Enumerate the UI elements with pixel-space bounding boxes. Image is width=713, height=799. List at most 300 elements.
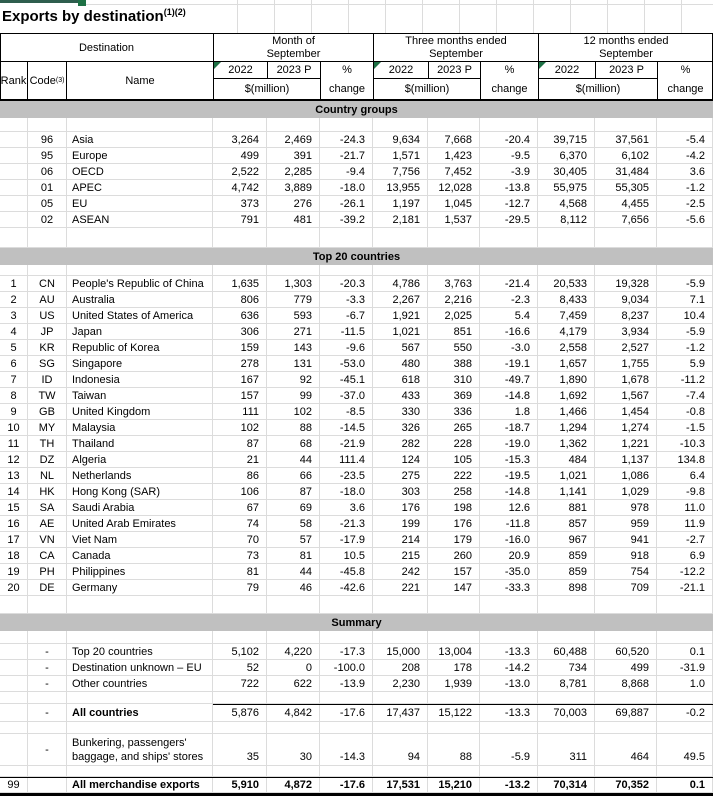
value-cell[interactable]: 4,742 [213,180,267,196]
value-cell[interactable]: 9,634 [373,132,428,148]
rank-cell[interactable]: 11 [0,436,28,452]
value-cell[interactable]: -39.2 [320,212,373,228]
value-cell[interactable]: 57 [267,532,320,548]
value-cell[interactable]: -35.0 [480,564,538,580]
value-cell[interactable]: 859 [538,564,595,580]
value-cell[interactable]: 1,571 [373,148,428,164]
value-cell[interactable]: 282 [373,436,428,452]
value-cell[interactable]: -14.3 [320,734,373,766]
code-cell[interactable]: VN [28,532,67,548]
rank-cell[interactable]: 13 [0,468,28,484]
value-cell[interactable]: -18.0 [320,484,373,500]
code-cell[interactable]: - [28,704,67,722]
value-cell[interactable]: 70,352 [595,777,657,793]
header-name[interactable]: Name [125,74,155,87]
code-cell[interactable]: SG [28,356,67,372]
value-cell[interactable]: 222 [428,468,480,484]
value-cell[interactable]: 1,197 [373,196,428,212]
value-cell[interactable]: 111 [213,404,267,420]
value-cell[interactable]: 481 [267,212,320,228]
value-cell[interactable]: 73 [213,548,267,564]
code-cell[interactable]: 95 [28,148,67,164]
value-cell[interactable]: 8,868 [595,676,657,692]
value-cell[interactable]: 13,955 [373,180,428,196]
value-cell[interactable]: 67 [213,500,267,516]
value-cell[interactable]: 49.5 [657,734,713,766]
code-cell[interactable]: ID [28,372,67,388]
value-cell[interactable]: -10.3 [657,436,713,452]
value-cell[interactable]: -3.9 [480,164,538,180]
value-cell[interactable]: 5,876 [213,704,267,722]
rank-cell[interactable] [0,734,28,766]
value-cell[interactable]: 143 [267,340,320,356]
value-cell[interactable]: -21.9 [320,436,373,452]
value-cell[interactable]: 941 [595,532,657,548]
value-cell[interactable]: 1,221 [595,436,657,452]
name-cell[interactable]: Hong Kong (SAR) [67,484,213,500]
value-cell[interactable]: 44 [267,564,320,580]
value-cell[interactable]: 147 [428,580,480,596]
code-cell[interactable]: NL [28,468,67,484]
value-cell[interactable]: 806 [213,292,267,308]
value-cell[interactable]: 1.8 [480,404,538,420]
value-cell[interactable]: 754 [595,564,657,580]
value-cell[interactable]: 276 [267,196,320,212]
rank-cell[interactable]: 14 [0,484,28,500]
value-cell[interactable]: 779 [267,292,320,308]
value-cell[interactable]: -14.2 [480,660,538,676]
value-cell[interactable]: -9.6 [320,340,373,356]
code-cell[interactable]: TH [28,436,67,452]
value-cell[interactable]: 1,567 [595,388,657,404]
value-cell[interactable]: 12,028 [428,180,480,196]
rank-cell[interactable] [0,180,28,196]
value-cell[interactable]: -4.2 [657,148,713,164]
name-cell[interactable]: Malaysia [67,420,213,436]
name-cell[interactable]: Asia [67,132,213,148]
value-cell[interactable]: 336 [428,404,480,420]
header-period-threemonths[interactable] [373,34,538,62]
value-cell[interactable]: 388 [428,356,480,372]
value-cell[interactable]: 88 [267,420,320,436]
value-cell[interactable]: 105 [428,452,480,468]
name-cell[interactable]: ASEAN [67,212,213,228]
value-cell[interactable]: -53.0 [320,356,373,372]
code-cell[interactable]: 96 [28,132,67,148]
value-cell[interactable]: 1,021 [373,324,428,340]
value-cell[interactable]: -6.7 [320,308,373,324]
value-cell[interactable]: 258 [428,484,480,500]
value-cell[interactable]: -45.1 [320,372,373,388]
value-cell[interactable]: -21.1 [657,580,713,596]
value-cell[interactable]: 326 [373,420,428,436]
header-period-twelvemonths[interactable] [538,34,713,62]
rank-cell[interactable]: 3 [0,308,28,324]
value-cell[interactable]: 87 [213,436,267,452]
value-cell[interactable]: 734 [538,660,595,676]
value-cell[interactable]: -37.0 [320,388,373,404]
value-cell[interactable]: -33.3 [480,580,538,596]
code-cell[interactable]: JP [28,324,67,340]
value-cell[interactable]: 1,454 [595,404,657,420]
header-year-2022[interactable] [373,62,428,78]
value-cell[interactable]: -11.2 [657,372,713,388]
value-cell[interactable]: 79 [213,580,267,596]
header-million[interactable]: $(million) [373,78,480,99]
value-cell[interactable]: -19.5 [480,468,538,484]
value-cell[interactable]: 30 [267,734,320,766]
value-cell[interactable]: 369 [428,388,480,404]
value-cell[interactable]: 6,370 [538,148,595,164]
value-cell[interactable]: 4,455 [595,196,657,212]
value-cell[interactable]: 1,692 [538,388,595,404]
value-cell[interactable]: -3.3 [320,292,373,308]
rank-cell[interactable] [0,196,28,212]
code-cell[interactable]: - [28,660,67,676]
value-cell[interactable]: 68 [267,436,320,452]
rank-cell[interactable] [0,644,28,660]
value-cell[interactable]: 37,561 [595,132,657,148]
code-cell[interactable]: CA [28,548,67,564]
value-cell[interactable]: 2,527 [595,340,657,356]
value-cell[interactable]: 4,786 [373,276,428,292]
rank-cell[interactable] [0,148,28,164]
header-period-month[interactable] [213,34,373,62]
value-cell[interactable]: 373 [213,196,267,212]
name-cell[interactable]: Saudi Arabia [67,500,213,516]
code-cell[interactable]: KR [28,340,67,356]
name-cell[interactable]: Canada [67,548,213,564]
name-cell[interactable]: Japan [67,324,213,340]
value-cell[interactable]: 1,939 [428,676,480,692]
value-cell[interactable]: 2,230 [373,676,428,692]
value-cell[interactable]: 550 [428,340,480,356]
header-year-2023p[interactable]: 2023 P [267,62,320,78]
name-cell[interactable]: Netherlands [67,468,213,484]
value-cell[interactable]: -14.5 [320,420,373,436]
value-cell[interactable]: -9.4 [320,164,373,180]
value-cell[interactable]: -17.3 [320,644,373,660]
value-cell[interactable]: 1.0 [657,676,713,692]
value-cell[interactable]: 4,842 [267,704,320,722]
value-cell[interactable]: -19.0 [480,436,538,452]
value-cell[interactable]: 0 [267,660,320,676]
value-cell[interactable]: -17.6 [320,704,373,722]
value-cell[interactable]: 214 [373,532,428,548]
value-cell[interactable]: 1,921 [373,308,428,324]
value-cell[interactable]: 66 [267,468,320,484]
value-cell[interactable]: 2,469 [267,132,320,148]
rank-cell[interactable]: 15 [0,500,28,516]
value-cell[interactable]: -31.9 [657,660,713,676]
rank-cell[interactable] [0,660,28,676]
value-cell[interactable]: -21.3 [320,516,373,532]
value-cell[interactable]: 967 [538,532,595,548]
value-cell[interactable]: 271 [267,324,320,340]
header-million[interactable]: $(million) [213,78,320,99]
value-cell[interactable]: 4,568 [538,196,595,212]
code-cell[interactable]: - [28,644,67,660]
value-cell[interactable]: 8,112 [538,212,595,228]
value-cell[interactable]: 10.5 [320,548,373,564]
rank-cell[interactable]: 6 [0,356,28,372]
value-cell[interactable]: 7.1 [657,292,713,308]
value-cell[interactable]: -100.0 [320,660,373,676]
value-cell[interactable]: -21.4 [480,276,538,292]
value-cell[interactable]: 86 [213,468,267,484]
value-cell[interactable]: 159 [213,340,267,356]
rank-cell[interactable] [0,676,28,692]
value-cell[interactable]: 88 [428,734,480,766]
value-cell[interactable]: 3,934 [595,324,657,340]
name-cell[interactable]: Algeria [67,452,213,468]
value-cell[interactable]: 433 [373,388,428,404]
header-year-2022[interactable] [538,62,595,78]
value-cell[interactable]: 46 [267,580,320,596]
value-cell[interactable]: 978 [595,500,657,516]
value-cell[interactable]: -1.5 [657,420,713,436]
value-cell[interactable]: 21 [213,452,267,468]
value-cell[interactable]: 499 [213,148,267,164]
value-cell[interactable]: -15.3 [480,452,538,468]
value-cell[interactable]: -45.8 [320,564,373,580]
name-cell[interactable]: Top 20 countries [67,644,213,660]
value-cell[interactable]: 111.4 [320,452,373,468]
name-cell[interactable]: Indonesia [67,372,213,388]
header-destination[interactable]: Destination [0,34,213,62]
value-cell[interactable]: 1,045 [428,196,480,212]
value-cell[interactable]: 260 [428,548,480,564]
value-cell[interactable]: -49.7 [480,372,538,388]
name-cell[interactable]: APEC [67,180,213,196]
value-cell[interactable]: 2,285 [267,164,320,180]
value-cell[interactable]: 31,484 [595,164,657,180]
name-cell[interactable]: Destination unknown – EU [67,660,213,676]
value-cell[interactable]: 20.9 [480,548,538,564]
value-cell[interactable]: 1,890 [538,372,595,388]
value-cell[interactable]: -13.3 [480,704,538,722]
value-cell[interactable]: 70 [213,532,267,548]
value-cell[interactable]: 106 [213,484,267,500]
rank-cell[interactable]: 17 [0,532,28,548]
value-cell[interactable]: 81 [213,564,267,580]
value-cell[interactable]: 92 [267,372,320,388]
value-cell[interactable]: 1,274 [595,420,657,436]
value-cell[interactable]: 5.9 [657,356,713,372]
value-cell[interactable]: 81 [267,548,320,564]
header-code[interactable] [28,62,67,99]
code-cell[interactable]: CN [28,276,67,292]
value-cell[interactable]: -13.9 [320,676,373,692]
value-cell[interactable]: 134.8 [657,452,713,468]
value-cell[interactable]: -0.2 [657,704,713,722]
value-cell[interactable]: 58 [267,516,320,532]
value-cell[interactable]: 60,520 [595,644,657,660]
value-cell[interactable]: -18.7 [480,420,538,436]
name-cell[interactable]: United Arab Emirates [67,516,213,532]
rank-cell[interactable]: 99 [0,777,28,793]
code-cell[interactable]: PH [28,564,67,580]
name-cell[interactable]: Singapore [67,356,213,372]
value-cell[interactable]: -7.4 [657,388,713,404]
value-cell[interactable]: -16.6 [480,324,538,340]
value-cell[interactable]: 857 [538,516,595,532]
value-cell[interactable]: 1,294 [538,420,595,436]
value-cell[interactable]: 70,003 [538,704,595,722]
value-cell[interactable]: 1,137 [595,452,657,468]
rank-cell[interactable]: 9 [0,404,28,420]
value-cell[interactable]: 859 [538,548,595,564]
value-cell[interactable]: 176 [373,500,428,516]
value-cell[interactable]: 228 [428,436,480,452]
value-cell[interactable]: 480 [373,356,428,372]
value-cell[interactable]: 17,531 [373,777,428,793]
value-cell[interactable]: 1,141 [538,484,595,500]
value-cell[interactable]: 60,488 [538,644,595,660]
value-cell[interactable]: 851 [428,324,480,340]
header-year-2023p[interactable]: 2023 P [428,62,480,78]
value-cell[interactable]: -23.5 [320,468,373,484]
value-cell[interactable]: 1,303 [267,276,320,292]
section-band[interactable]: Country groups [0,101,713,118]
value-cell[interactable]: 593 [267,308,320,324]
value-cell[interactable]: 9,034 [595,292,657,308]
value-cell[interactable]: -26.1 [320,196,373,212]
value-cell[interactable]: -14.8 [480,484,538,500]
value-cell[interactable]: 1,423 [428,148,480,164]
value-cell[interactable]: 39,715 [538,132,595,148]
value-cell[interactable]: 1,466 [538,404,595,420]
value-cell[interactable]: 15,210 [428,777,480,793]
code-cell[interactable]: - [28,734,67,766]
value-cell[interactable]: 7,668 [428,132,480,148]
value-cell[interactable]: 8,433 [538,292,595,308]
value-cell[interactable]: 898 [538,580,595,596]
value-cell[interactable]: 74 [213,516,267,532]
value-cell[interactable]: 3,264 [213,132,267,148]
value-cell[interactable]: 722 [213,676,267,692]
name-cell[interactable]: United States of America [67,308,213,324]
value-cell[interactable]: 6,102 [595,148,657,164]
header-pct-change[interactable] [320,62,373,99]
name-cell[interactable]: All countries [67,704,213,722]
value-cell[interactable]: 15,122 [428,704,480,722]
value-cell[interactable]: 2,025 [428,308,480,324]
value-cell[interactable]: 215 [373,548,428,564]
code-cell[interactable]: - [28,676,67,692]
value-cell[interactable]: -24.3 [320,132,373,148]
value-cell[interactable]: 391 [267,148,320,164]
value-cell[interactable]: 0.1 [657,777,713,793]
value-cell[interactable]: 1,635 [213,276,267,292]
name-cell[interactable]: Viet Nam [67,532,213,548]
value-cell[interactable]: 44 [267,452,320,468]
value-cell[interactable]: 2,216 [428,292,480,308]
name-cell[interactable]: Europe [67,148,213,164]
value-cell[interactable]: 176 [428,516,480,532]
value-cell[interactable]: 5,102 [213,644,267,660]
value-cell[interactable]: 464 [595,734,657,766]
value-cell[interactable]: 311 [538,734,595,766]
value-cell[interactable]: -2.3 [480,292,538,308]
code-cell[interactable]: AE [28,516,67,532]
value-cell[interactable]: 1,021 [538,468,595,484]
value-cell[interactable]: 69 [267,500,320,516]
name-cell[interactable]: Philippines [67,564,213,580]
header-rank[interactable]: Rank [0,62,28,99]
rank-cell[interactable]: 4 [0,324,28,340]
value-cell[interactable]: 7,656 [595,212,657,228]
rank-cell[interactable] [0,132,28,148]
value-cell[interactable]: -9.8 [657,484,713,500]
value-cell[interactable]: -29.5 [480,212,538,228]
value-cell[interactable]: -5.9 [480,734,538,766]
value-cell[interactable]: 7,452 [428,164,480,180]
code-cell[interactable]: DZ [28,452,67,468]
value-cell[interactable]: 1,362 [538,436,595,452]
value-cell[interactable]: -13.3 [480,644,538,660]
value-cell[interactable]: 918 [595,548,657,564]
value-cell[interactable]: 0.1 [657,644,713,660]
code-cell[interactable]: 05 [28,196,67,212]
value-cell[interactable]: 178 [428,660,480,676]
rank-cell[interactable]: 2 [0,292,28,308]
value-cell[interactable]: 199 [373,516,428,532]
value-cell[interactable]: 265 [428,420,480,436]
value-cell[interactable]: 791 [213,212,267,228]
value-cell[interactable]: 242 [373,564,428,580]
value-cell[interactable]: 5.4 [480,308,538,324]
value-cell[interactable]: -8.5 [320,404,373,420]
rank-cell[interactable]: 1 [0,276,28,292]
value-cell[interactable]: 567 [373,340,428,356]
value-cell[interactable]: 7,459 [538,308,595,324]
code-cell[interactable]: MY [28,420,67,436]
value-cell[interactable]: -13.0 [480,676,538,692]
value-cell[interactable]: 52 [213,660,267,676]
rank-cell[interactable] [0,212,28,228]
name-cell[interactable]: United Kingdom [67,404,213,420]
value-cell[interactable]: 1,657 [538,356,595,372]
value-cell[interactable]: 221 [373,580,428,596]
value-cell[interactable]: 303 [373,484,428,500]
rank-cell[interactable]: 16 [0,516,28,532]
value-cell[interactable]: 499 [595,660,657,676]
value-cell[interactable]: 8,237 [595,308,657,324]
value-cell[interactable]: -11.5 [320,324,373,340]
value-cell[interactable]: 69,887 [595,704,657,722]
value-cell[interactable]: 3.6 [320,500,373,516]
value-cell[interactable]: 55,305 [595,180,657,196]
value-cell[interactable]: -17.9 [320,532,373,548]
value-cell[interactable]: 15,000 [373,644,428,660]
value-cell[interactable]: 102 [267,404,320,420]
value-cell[interactable]: 17,437 [373,704,428,722]
value-cell[interactable]: 208 [373,660,428,676]
code-cell[interactable]: TW [28,388,67,404]
rank-cell[interactable]: 12 [0,452,28,468]
rank-cell[interactable]: 20 [0,580,28,596]
value-cell[interactable]: 99 [267,388,320,404]
value-cell[interactable]: -19.1 [480,356,538,372]
value-cell[interactable]: 167 [213,372,267,388]
value-cell[interactable]: 30,405 [538,164,595,180]
value-cell[interactable]: -20.4 [480,132,538,148]
value-cell[interactable]: 4,220 [267,644,320,660]
value-cell[interactable]: 1,029 [595,484,657,500]
value-cell[interactable]: -0.8 [657,404,713,420]
header-pct-change[interactable] [657,62,713,99]
